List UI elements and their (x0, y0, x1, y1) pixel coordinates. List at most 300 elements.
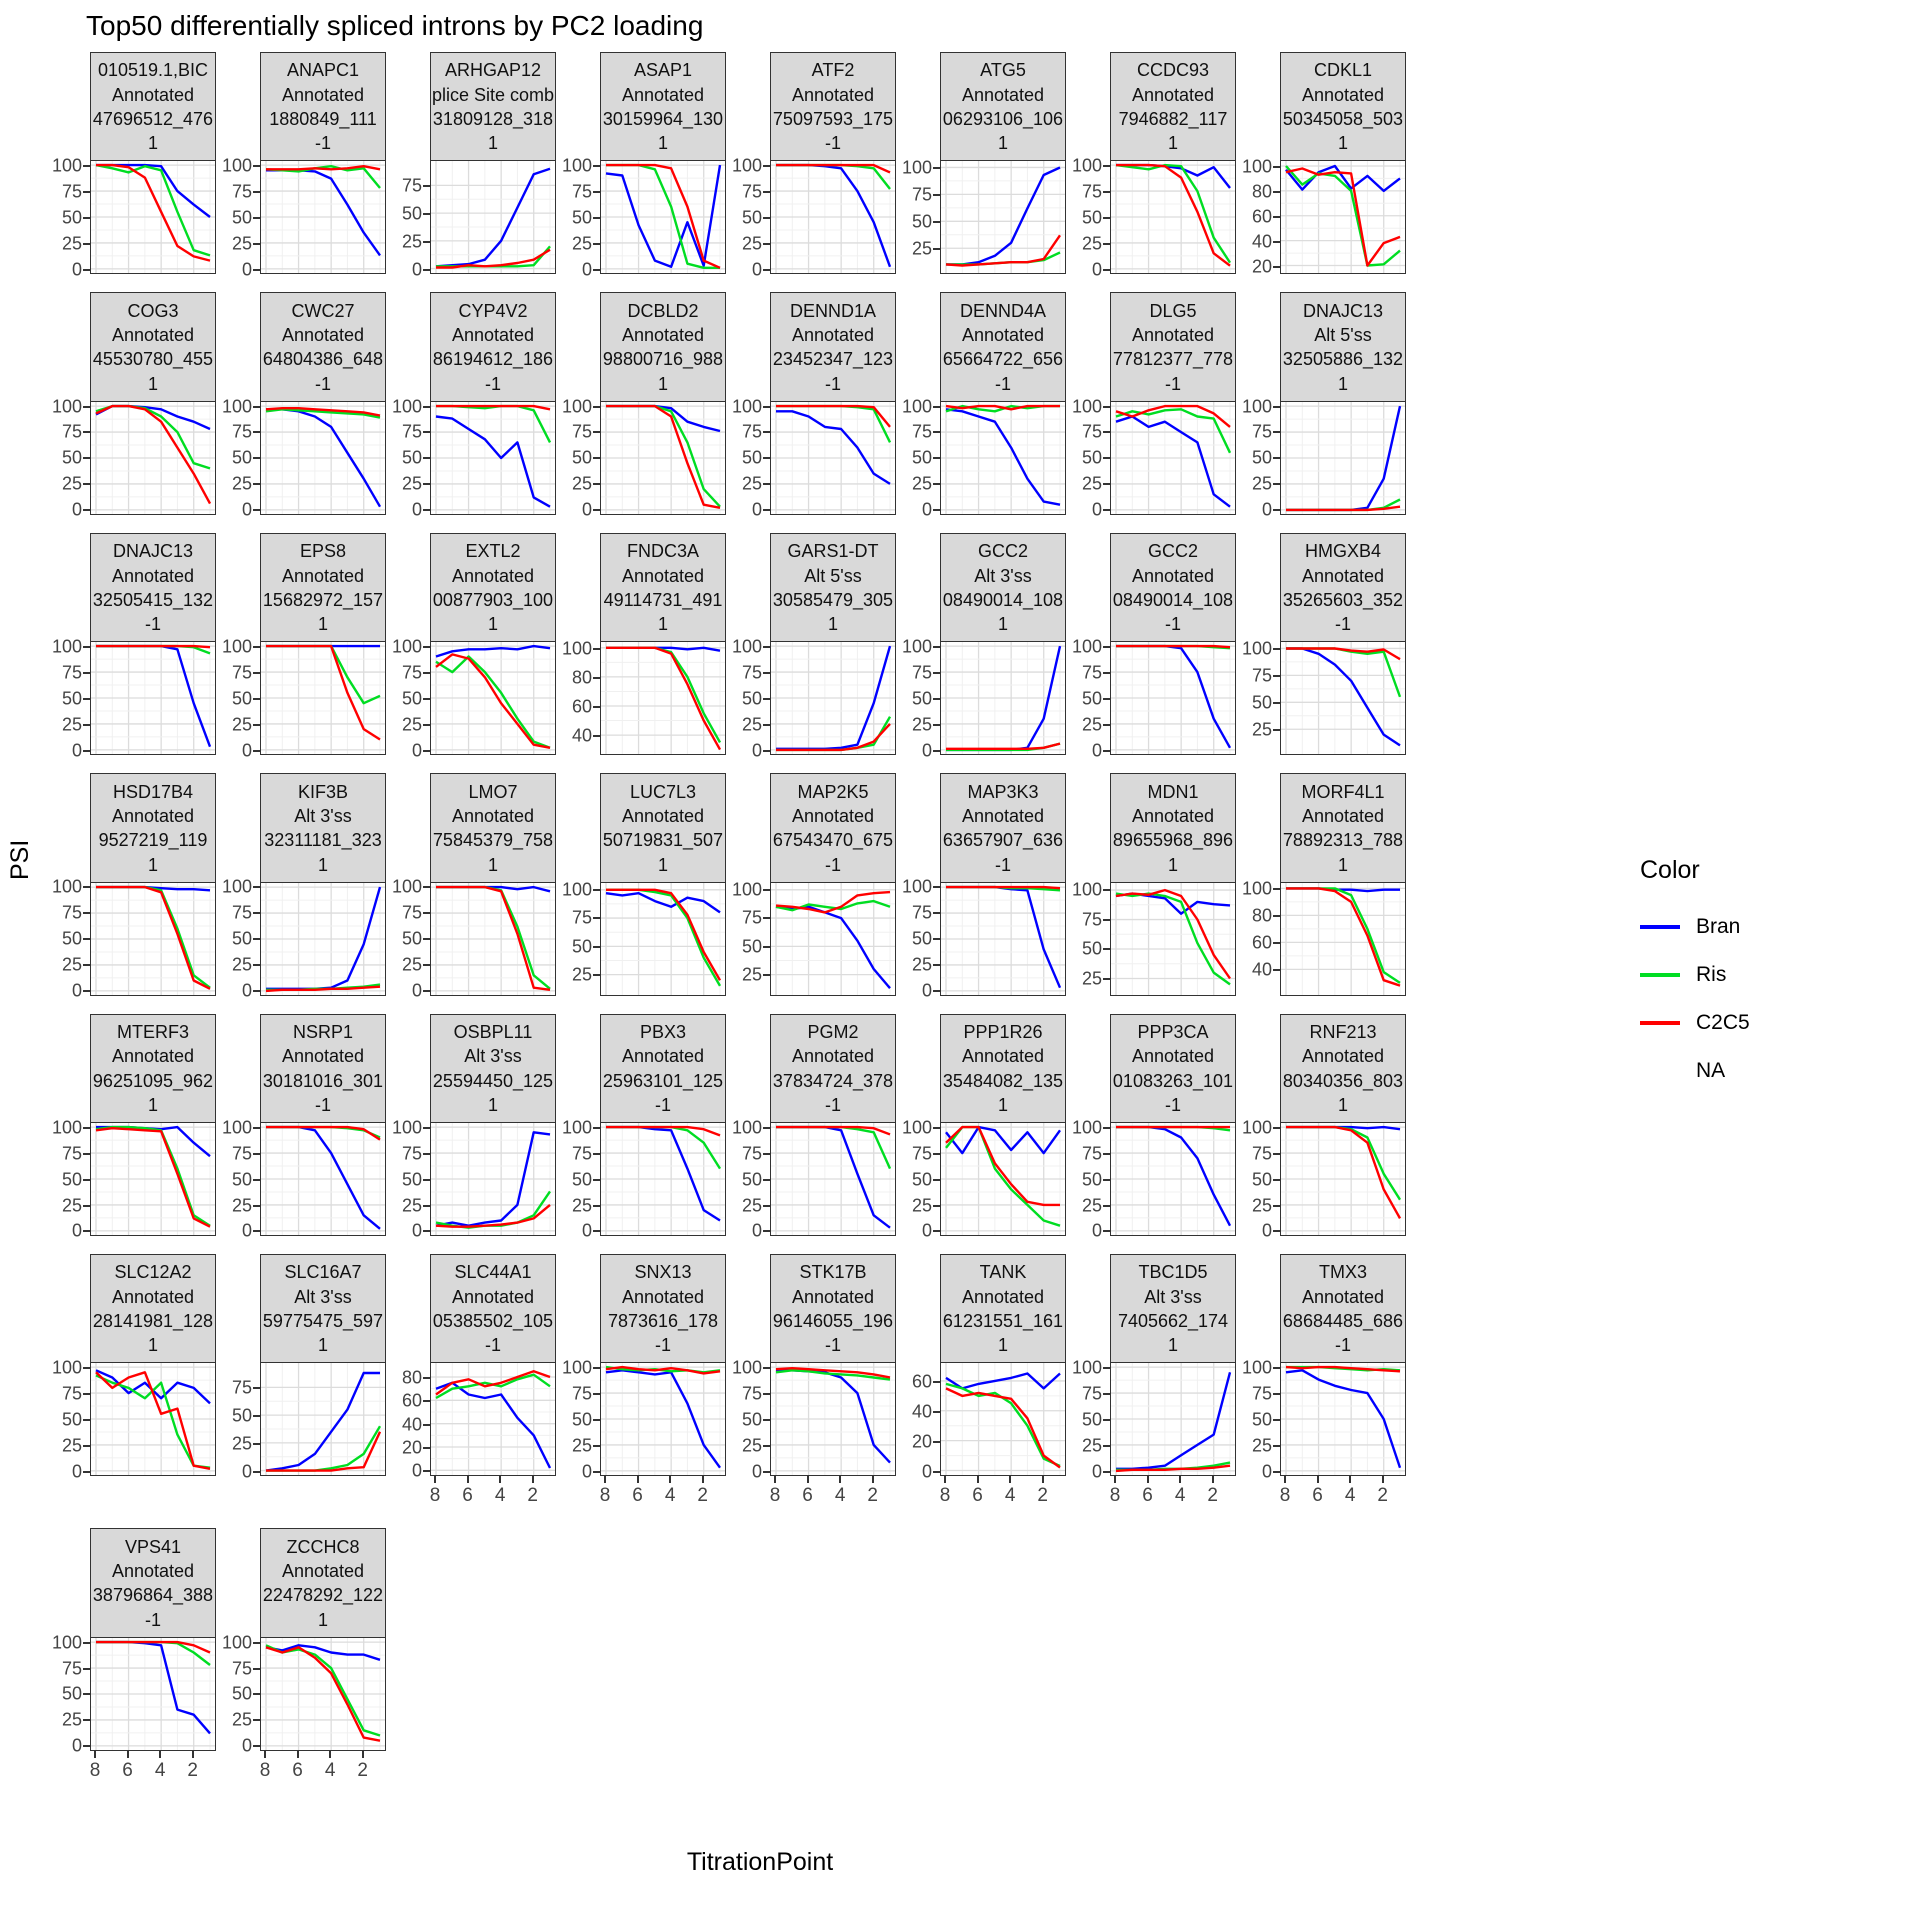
y-tick-label: 50 (61, 207, 82, 228)
strip-gene: DCBLD2 (627, 300, 699, 321)
strip-splice-type: Annotated (281, 1561, 365, 1582)
panel-plot (770, 882, 896, 996)
facet-panel (1236, 52, 1406, 277)
panel-plot (430, 1122, 556, 1236)
strip-coordinates: 80340356_803 (1282, 1070, 1404, 1091)
panel-body (46, 1117, 216, 1241)
facet-panel (896, 773, 1066, 1001)
strip-splice-type: Annotated (451, 325, 535, 346)
facet-panel (1066, 1254, 1236, 1510)
strip-splice-type: Annotated (1131, 1046, 1215, 1067)
panel-body (556, 1117, 726, 1241)
y-tick-mark (423, 213, 430, 215)
facet-strip (1280, 1014, 1406, 1124)
panel-plot (430, 882, 556, 996)
y-tick-mark (83, 672, 90, 674)
y-tick-mark (1103, 724, 1110, 726)
y-tick-label: 100 (731, 636, 762, 657)
strip-coordinates: 22478292_122 (262, 1585, 384, 1606)
y-tick-label: 100 (51, 876, 82, 897)
strip-strand: 1 (147, 1335, 158, 1356)
panel-body (386, 876, 556, 1001)
strip-strand: 1 (997, 133, 1008, 154)
y-tick-mark (763, 1153, 770, 1155)
strip-strand: 1 (657, 373, 668, 394)
x-tick-label: 4 (154, 1759, 166, 1781)
y-tick-mark (1103, 457, 1110, 459)
y-tick-mark (593, 1205, 600, 1207)
y-tick-mark (423, 672, 430, 674)
facet-grid (46, 52, 1406, 1785)
y-tick-mark (83, 1445, 90, 1447)
strip-coordinates: 30585479_305 (772, 589, 894, 610)
y-tick-mark (763, 191, 770, 193)
y-tick-label: 25 (231, 473, 252, 494)
y-tick-mark (83, 457, 90, 459)
y-tick-mark (593, 1127, 600, 1129)
facet-strip (600, 1254, 726, 1364)
strip-coordinates: 32311181_323 (264, 830, 382, 851)
y-tick-label: 25 (1251, 1195, 1272, 1216)
y-tick-label: 75 (571, 421, 592, 442)
y-tick-label: 60 (1251, 932, 1272, 953)
panel-svg (1281, 161, 1405, 273)
y-tick-label: 25 (401, 1195, 422, 1216)
facet-strip (940, 773, 1066, 883)
strip-strand: 1 (827, 614, 838, 635)
y-tick-mark (1273, 483, 1280, 485)
y-tick-label: 75 (61, 662, 82, 683)
y-tick-mark (763, 406, 770, 408)
y-axis (216, 396, 260, 520)
panel-svg (431, 883, 555, 995)
y-tick-mark (423, 1447, 430, 1449)
panel-body (556, 396, 726, 520)
y-tick-label: 25 (1081, 1195, 1102, 1216)
y-axis (1066, 1357, 1110, 1482)
y-tick-label: 25 (1251, 473, 1272, 494)
strip-splice-type: Annotated (791, 1286, 875, 1307)
panel-body (556, 879, 726, 995)
facet-strip (430, 52, 556, 162)
strip-coordinates: 25594450_125 (432, 1070, 554, 1091)
panel-body (216, 155, 386, 280)
strip-coordinates: 7946882_117 (1118, 109, 1228, 129)
x-axis (600, 1476, 724, 1510)
y-axis (556, 1117, 600, 1241)
strip-coordinates: 7405662_174 (1117, 1311, 1229, 1332)
y-tick-label: 75 (911, 662, 932, 683)
y-tick-mark (933, 1411, 940, 1413)
strip-splice-type: Annotated (961, 84, 1045, 105)
y-tick-mark (1273, 166, 1280, 168)
panel-svg (771, 402, 895, 514)
facet-strip (940, 1254, 1066, 1364)
panel-svg (261, 1123, 385, 1235)
strip-strand: 1 (487, 133, 498, 154)
x-tick-label: 6 (292, 1759, 303, 1781)
y-tick-mark (253, 1693, 260, 1695)
y-tick-mark (1273, 1367, 1280, 1369)
facet-panel (1236, 1254, 1406, 1510)
x-tick-label: 6 (122, 1759, 133, 1781)
panel-svg (91, 1123, 215, 1235)
strip-splice-type: Alt 3'ss (294, 805, 352, 826)
y-axis (216, 876, 260, 1001)
y-tick-mark (593, 269, 600, 271)
panel-body (1066, 155, 1236, 280)
strip-coordinates: 86194612_186 (432, 349, 554, 370)
y-tick-label: 50 (911, 688, 932, 709)
legend-item (1640, 1047, 1750, 1095)
facet-panel (726, 292, 896, 520)
panel-plot (260, 882, 386, 996)
panel-svg (91, 883, 215, 995)
y-tick-label: 20 (1251, 256, 1272, 277)
series-c2c5 (266, 646, 380, 739)
y-tick-label: 100 (731, 396, 762, 417)
facet-strip (770, 533, 896, 643)
y-tick-label: 75 (401, 421, 422, 442)
y-tick-mark (593, 735, 600, 737)
y-tick-label: 75 (61, 902, 82, 923)
facet-strip (1280, 52, 1406, 162)
y-axis (896, 157, 940, 274)
y-tick-label: 75 (571, 181, 592, 202)
y-tick-label: 25 (1251, 1435, 1272, 1456)
y-tick-label: 100 (901, 1117, 932, 1138)
y-tick-label: 75 (911, 1143, 932, 1164)
y-tick-label: 0 (1091, 1461, 1102, 1482)
y-tick-label: 0 (411, 499, 422, 520)
y-axis (386, 396, 430, 520)
y-tick-label: 50 (1081, 447, 1102, 468)
y-tick-label: 50 (741, 447, 762, 468)
y-tick-mark (933, 1153, 940, 1155)
panel-plot (1110, 641, 1236, 755)
y-tick-mark (763, 1445, 770, 1447)
x-tick-mark (1284, 1476, 1286, 1483)
panel-body (726, 396, 896, 520)
y-tick-mark (1273, 942, 1280, 944)
series-c2c5 (1116, 166, 1230, 267)
facet-strip (1110, 292, 1236, 402)
y-tick-mark (933, 750, 940, 752)
panel-svg (941, 642, 1065, 754)
y-tick-label: 25 (61, 1709, 82, 1730)
x-tick-mark (669, 1476, 671, 1483)
legend-swatch (1640, 1021, 1680, 1025)
y-tick-mark (763, 217, 770, 219)
y-tick-mark (423, 724, 430, 726)
y-tick-mark (423, 750, 430, 752)
y-tick-label: 50 (401, 203, 422, 224)
y-tick-mark (593, 1393, 600, 1395)
x-tick-mark (1114, 1476, 1116, 1483)
y-tick-label: 0 (581, 1461, 592, 1482)
y-tick-mark (83, 1745, 90, 1747)
y-tick-mark (423, 886, 430, 888)
facet-strip (1110, 533, 1236, 643)
strip-strand: -1 (1164, 614, 1181, 635)
y-tick-mark (933, 457, 940, 459)
series-bran (266, 887, 380, 989)
y-tick-label: 100 (1071, 155, 1102, 176)
strip-strand: 1 (147, 854, 158, 875)
y-axis (386, 1117, 430, 1241)
y-tick-mark (1103, 750, 1110, 752)
y-tick-label: 25 (911, 714, 932, 735)
legend-title: Color (1640, 856, 1700, 884)
strip-splice-type: Alt 3'ss (1144, 1286, 1202, 1307)
y-tick-label: 100 (1071, 396, 1102, 417)
facet-strip (90, 1014, 216, 1124)
y-tick-mark (83, 483, 90, 485)
y-tick-label: 100 (51, 1632, 82, 1653)
strip-splice-type: Annotated (451, 1286, 535, 1307)
strip-splice-type: Annotated (1301, 84, 1385, 105)
y-tick-mark (763, 243, 770, 245)
y-tick-label: 80 (571, 667, 592, 688)
panel-svg (601, 402, 725, 514)
panel-svg (431, 1123, 555, 1235)
x-tick-mark (192, 1751, 194, 1758)
panel-plot (90, 641, 216, 755)
y-tick-mark (1103, 889, 1110, 891)
y-tick-mark (1273, 406, 1280, 408)
y-axis (896, 876, 940, 1001)
panel-body (1236, 1117, 1406, 1241)
series-c2c5 (606, 406, 720, 508)
y-tick-mark (933, 724, 940, 726)
y-tick-mark (423, 185, 430, 187)
y-tick-label: 50 (401, 447, 422, 468)
facet-strip (260, 773, 386, 883)
facet-strip (770, 52, 896, 162)
y-tick-label: 75 (401, 902, 422, 923)
strip-gene: SNX13 (634, 1262, 692, 1283)
series-c2c5 (606, 648, 720, 750)
panel-body (216, 636, 386, 761)
facet-strip (1280, 773, 1406, 883)
y-tick-label: 75 (741, 662, 762, 683)
panel-svg (261, 1638, 385, 1750)
y-tick-label: 100 (221, 1632, 252, 1653)
series-ris (436, 887, 550, 989)
x-tick-mark (127, 1751, 129, 1758)
y-tick-mark (423, 269, 430, 271)
y-tick-label: 0 (71, 1735, 82, 1756)
y-tick-mark (1103, 1393, 1110, 1395)
y-tick-mark (423, 1470, 430, 1472)
strip-strand: 1 (487, 1094, 498, 1115)
y-tick-mark (423, 1424, 430, 1426)
y-tick-mark (253, 886, 260, 888)
y-tick-label: 100 (51, 636, 82, 657)
y-tick-label: 75 (1251, 421, 1272, 442)
strip-gene: ATG5 (980, 60, 1026, 81)
strip-gene: EPS8 (299, 541, 347, 562)
series-c2c5 (266, 1432, 380, 1471)
series-bran (436, 1383, 550, 1468)
y-tick-label: 75 (741, 907, 762, 928)
strip-coordinates: 61231551_161 (942, 1311, 1064, 1332)
y-axis (1066, 636, 1110, 761)
y-tick-label: 100 (1241, 1357, 1272, 1378)
y-tick-mark (83, 1230, 90, 1232)
panel-svg (601, 161, 725, 273)
series-ris (606, 1127, 720, 1169)
strip-coordinates: 75845379_758 (432, 830, 554, 851)
y-tick-mark (593, 165, 600, 167)
y-axis (556, 879, 600, 995)
legend-item (1640, 999, 1750, 1047)
panel-svg (771, 642, 895, 754)
strip-splice-type: Annotated (1131, 325, 1215, 346)
strip-coordinates: 50345058_503 (1282, 109, 1404, 129)
panel-plot (430, 401, 556, 515)
y-tick-label: 100 (1071, 1357, 1102, 1378)
y-tick-label: 50 (741, 936, 762, 957)
y-tick-label: 0 (71, 259, 82, 280)
panel-plot (1280, 401, 1406, 515)
series-ris (436, 406, 550, 442)
x-tick-label: 8 (89, 1759, 101, 1781)
y-axis (386, 876, 430, 1001)
y-tick-mark (1103, 406, 1110, 408)
y-tick-mark (1103, 217, 1110, 219)
x-tick-mark (702, 1476, 704, 1483)
strip-coordinates: 35484082_135 (942, 1070, 1064, 1091)
y-tick-mark (423, 990, 430, 992)
y-tick-label: 100 (51, 1117, 82, 1138)
y-axis (46, 876, 90, 1001)
facet-panel (556, 52, 726, 280)
y-tick-mark (593, 191, 600, 193)
panel-svg (431, 642, 555, 754)
y-tick-label: 25 (231, 954, 252, 975)
y-tick-mark (253, 750, 260, 752)
y-tick-label: 100 (901, 876, 932, 897)
strip-coordinates: 64804386_648 (262, 349, 384, 370)
panel-body (896, 157, 1066, 274)
y-tick-label: 50 (911, 447, 932, 468)
strip-gene: LMO7 (468, 781, 518, 802)
panel-svg (771, 161, 895, 273)
panel-body (1066, 1117, 1236, 1241)
facet-panel (556, 773, 726, 995)
x-tick-label: 4 (1344, 1485, 1356, 1507)
panel-body (386, 162, 556, 280)
y-tick-label: 100 (561, 879, 592, 900)
y-tick-label: 75 (1251, 1383, 1272, 1404)
y-tick-label: 75 (741, 181, 762, 202)
strip-splice-type: Alt 5'ss (1314, 325, 1372, 346)
panel-body (1066, 879, 1236, 995)
facet-strip (600, 52, 726, 162)
y-tick-mark (593, 243, 600, 245)
y-tick-mark (1273, 266, 1280, 268)
strip-coordinates: 9527219_119 (98, 830, 208, 851)
y-tick-label: 50 (61, 688, 82, 709)
y-tick-mark (83, 1393, 90, 1395)
x-tick-mark (604, 1476, 606, 1483)
panel-plot (1280, 882, 1406, 996)
facet-panel (1066, 773, 1236, 995)
y-tick-mark (253, 672, 260, 674)
strip-gene: ASAP1 (633, 60, 693, 81)
y-axis (46, 396, 90, 520)
strip-splice-type: Annotated (1301, 1286, 1385, 1307)
y-tick-mark (83, 912, 90, 914)
strip-gene: MORF4L1 (1301, 781, 1385, 802)
y-tick-mark (763, 974, 770, 976)
panel-plot (940, 1362, 1066, 1476)
strip-splice-type: Annotated (961, 325, 1045, 346)
facet-panel (726, 773, 896, 995)
y-tick-label: 0 (241, 740, 252, 761)
strip-strand: 1 (657, 133, 668, 154)
y-tick-mark (83, 1153, 90, 1155)
y-tick-mark (593, 1471, 600, 1473)
strip-coordinates: 50719831_507 (602, 830, 724, 851)
y-tick-label: 0 (71, 980, 82, 1001)
series-bran (776, 1127, 890, 1228)
x-axis-title: TitrationPoint (686, 1848, 834, 1876)
legend (1640, 856, 1750, 1095)
y-tick-mark (1103, 1153, 1110, 1155)
y-tick-mark (423, 1179, 430, 1181)
y-tick-label: 25 (571, 1435, 592, 1456)
panel-svg (1281, 1123, 1405, 1235)
strip-gene: EXTL2 (465, 541, 521, 562)
panel-body (1066, 636, 1236, 761)
y-tick-mark (763, 269, 770, 271)
facet-strip (90, 1254, 216, 1364)
facet-strip (770, 1254, 896, 1364)
series-ris (776, 1127, 890, 1169)
x-tick-label: 8 (1109, 1485, 1121, 1507)
strip-gene: DENND1A (789, 300, 877, 321)
y-tick-mark (1103, 483, 1110, 485)
strip-splice-type: Annotated (791, 1046, 875, 1067)
facet-strip (260, 1254, 386, 1364)
y-tick-mark (933, 886, 940, 888)
facet-panel (46, 1528, 216, 1784)
y-tick-mark (253, 483, 260, 485)
strip-coordinates: 75097593_175 (772, 109, 894, 129)
panel-plot (600, 1122, 726, 1236)
y-tick-mark (933, 221, 940, 223)
y-tick-label: 25 (741, 1195, 762, 1216)
facet-panel (556, 292, 726, 520)
panel-plot (90, 401, 216, 515)
y-tick-mark (423, 964, 430, 966)
strip-strand: 1 (487, 854, 498, 875)
y-axis (556, 396, 600, 520)
y-tick-mark (933, 672, 940, 674)
strip-coordinates: 67543470_675 (772, 830, 894, 851)
facet-strip (90, 52, 216, 162)
facet-panel (1236, 533, 1406, 755)
y-tick-mark (763, 1205, 770, 1207)
facet-strip (940, 533, 1066, 643)
strip-splice-type: Annotated (961, 1286, 1045, 1307)
y-tick-mark (423, 938, 430, 940)
y-tick-label: 50 (1081, 1409, 1102, 1430)
legend-label: Bran (1696, 915, 1741, 938)
y-tick-label: 100 (561, 1357, 592, 1378)
